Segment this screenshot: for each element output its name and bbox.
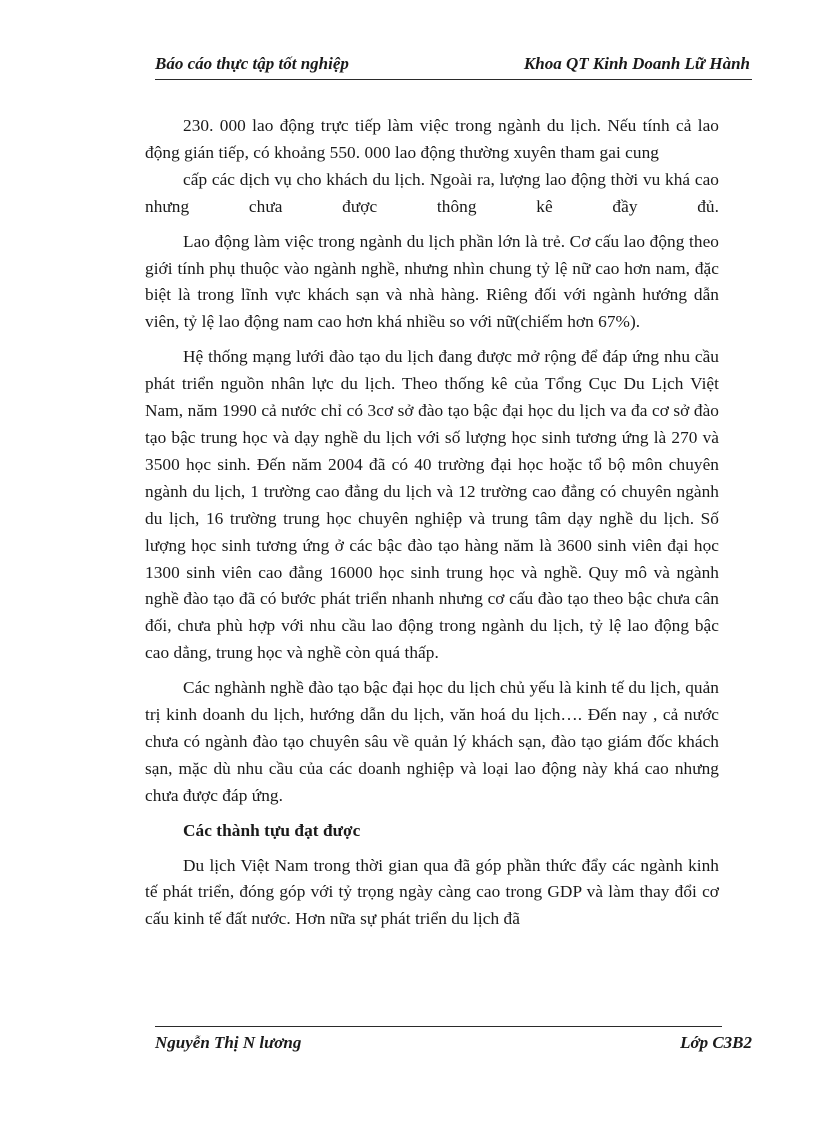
footer-author-name: Nguyễn Thị N lương [155, 1033, 302, 1052]
paragraph-achievements: Du lịch Việt Nam trong thời gian qua đã góp phần thức đẩy các ngành kinh tế phát triển, đóng góp với tỷ trọng ngày càng cao trong GDP và làm thay đổi cơ cấu kinh tế đất nước. Hơn nữa sự phát triển du lịch đã [145, 855, 719, 929]
paragraph-labor-structure: Lao động làm việc trong ngành du lịch phần lớn là trẻ. Cơ cấu lao động theo giới tính phụ thuộc vào ngành nghề, nhưng nhìn chung tỷ lệ nữ cao hơn nam, đặc biệt là trong lĩnh vực khách sạn và nhà hàng. Riêng đối với ngành hướng dẫn viên, tỷ lệ lao động nam cao hơn khá nhiều so với nữ(chiếm hơn 67%). [145, 231, 719, 332]
document-body [145, 113, 719, 941]
section-heading-achievements: Các thành tựu đạt được [183, 820, 361, 840]
paragraph-training-fields: Các nghành nghề đào tạo bậc đại học du lịch chủ yếu là kinh tế du lịch, quản trị kinh doanh du lịch, hướng dẫn du lịch, văn hoá du lịch…. Đến nay , cả nước chưa có ngành đào tạo chuyên sâu về quản lý khách sạn, đào tạo giám đốc khách sạn, mặc dù nhu cầu của các doanh nghiệp và loại lao động này khá cao nhưng chưa được đáp ứng. [145, 678, 719, 805]
page-footer [155, 1026, 752, 1052]
header-faculty-name: Khoa QT Kinh Doanh Lữ Hành [523, 54, 750, 73]
header-report-title: Báo cáo thực tập tốt nghiệp [155, 54, 349, 73]
paragraph-training-network: Hệ thống mạng lưới đào tạo du lịch đang được mở rộng để đáp ứng nhu cầu phát triển nguồn nhân lực du lịch. Theo thống kê của Tổng Cục Du Lịch Việt Nam, năm 1990 cả nước chỉ có 3cơ sở đào tạo bậc đại học du lịch va đa cơ sở đào tạo bậc trung học và dạy nghề du lịch với số lượng học sinh tương ứng là 270 và 3500 học sinh. Đến năm 2004 đã có 40 trường đại học hoặc tổ bộ môn chuyên ngành du lịch, 1 trường cao đẳng du lịch và 12 trường cao đẳng có chuyên ngành du lịch, 16 trường trung học chuyên nghiệp và trung tâm dạy nghề du lịch. Số lượng học sinh tương ứng ở các bậc đào tạo hàng năm là 3600 sinh viên đại học 1300 sinh viên cao đẳng 16000 học sinh trung học và nghề. Quy mô và ngành nghề đào tạo đã có bước phát triển nhanh nhưng cơ cấu đào tạo theo bậc chưa cân đối, chưa phù hợp với nhu cầu lao động trong ngành du lịch, tỷ lệ lao động bậc cao dẳng, trung học và nghề còn quá thấp. [145, 347, 719, 663]
footer-class-code: Lớp C3B2 [680, 1033, 752, 1052]
paragraph-labor-count: 230. 000 lao động trực tiếp làm việc trong ngành du lịch. Nếu tính cả lao động gián tiếp, có khoảng 550. 000 lao động thường xuyên tham gai cung [145, 116, 719, 162]
page-header [155, 52, 752, 80]
paragraph-service-supply: cấp các dịch vụ cho khách du lịch. Ngoài ra, lượng lao động thời vu khá cao nhưng chưa được thông kê đầy đủ. [145, 169, 719, 216]
